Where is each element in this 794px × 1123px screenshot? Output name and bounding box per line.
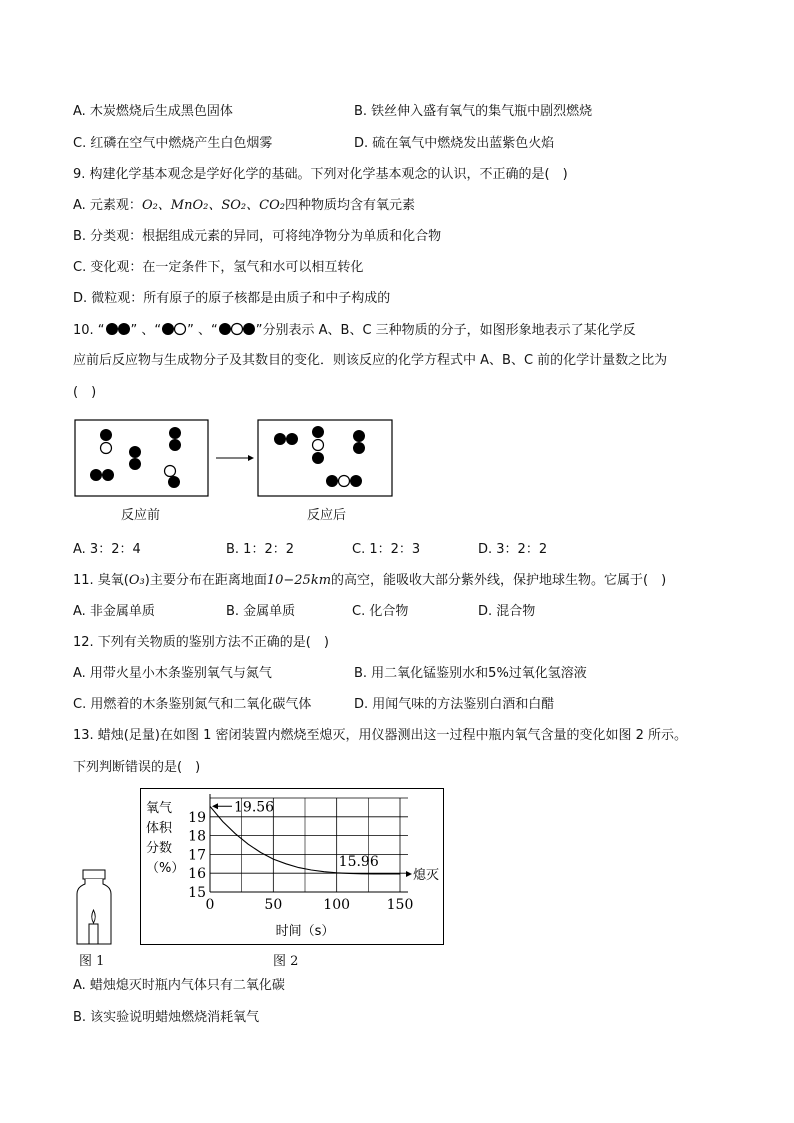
extinguish-label: 熄灭 xyxy=(413,867,440,883)
before-label: 反应前 xyxy=(121,508,161,523)
q13-option-a: A. 蜡烛熄灭时瓶内气体只有二氧化碳 xyxy=(73,978,285,993)
figure2-label: 图 2 xyxy=(273,954,299,969)
molecule-c-icon xyxy=(218,321,256,337)
q11-stem xyxy=(73,572,666,590)
q10-option-b: B. 1：2：2 xyxy=(226,542,294,557)
q9-option-a-prefix: A. 元素观： xyxy=(73,198,142,213)
q11-option-b: B. 金属单质 xyxy=(226,604,296,619)
q10-stem xyxy=(73,321,636,340)
y-axis-label-line: 氧气 xyxy=(146,801,173,816)
q12-option-c: C. 用燃着的木条鉴别氮气和二氧化碳气体 xyxy=(73,697,312,712)
x-tick-label: 0 xyxy=(205,897,215,913)
q13-stem-line1: 13. 蜡烛(足量)在如图 1 密闭装置内燃烧至熄灭，用仪器测出这一过程中瓶内氧气含量的变化如图 2 所示。 xyxy=(73,728,688,743)
figure1-jar-candle xyxy=(74,868,114,948)
molecule-b-icon xyxy=(161,321,187,337)
q9-option-a-suffix: 四种物质均含有氧元素 xyxy=(284,198,415,213)
q11-range: 10−25km xyxy=(266,573,332,588)
y-axis-label-line: （%） xyxy=(146,861,185,876)
y-tick-label: 19 xyxy=(188,809,206,826)
q11-option-d: D. 混合物 xyxy=(478,604,536,619)
q11-stem-b: )主要分布在距离地面 xyxy=(144,573,267,588)
q10-stem-line2: 应前后反应物与生成物分子及其数目的变化．则该反应的化学方程式中 A、B、C 前的化学计量数之比为 xyxy=(73,353,668,368)
q9-option-a xyxy=(73,197,415,215)
q10-stem-line3: ( ) xyxy=(73,385,97,400)
y-axis-label-line: 体积 xyxy=(146,821,173,836)
q12-stem: 12. 下列有关物质的鉴别方法不正确的是( ) xyxy=(73,635,329,650)
y-tick-label: 17 xyxy=(188,847,206,864)
q9-option-d: D. 微粒观：所有原子的原子核都是由质子和中子构成的 xyxy=(73,291,391,306)
before-box xyxy=(75,420,208,496)
q12-option-a: A. 用带火星小木条鉴别氧气与氮气 xyxy=(73,666,272,681)
q10-lead: 10. “ xyxy=(73,323,105,338)
x-tick-label: 50 xyxy=(264,897,283,913)
y-tick-label: 18 xyxy=(188,828,206,845)
flame-icon xyxy=(92,910,96,923)
y-tick-label: 15 xyxy=(188,885,206,901)
q10-option-c: C. 1：2：3 xyxy=(352,542,421,557)
figure1-label: 图 1 xyxy=(79,954,105,969)
q8-option-d: D. 硫在氧气中燃烧发出蓝紫色火焰 xyxy=(354,136,555,151)
x-tick-label: 150 xyxy=(386,897,414,913)
q12-option-d: D. 用闻气味的方法鉴别白酒和白醋 xyxy=(354,697,555,712)
q10-option-a: A. 3：2：4 xyxy=(73,542,141,557)
q10-quote-1: ” 、“ xyxy=(130,323,162,338)
x-axis-label: 时间（s） xyxy=(275,924,335,939)
q9-stem: 9. 构建化学基本观念是学好化学的基础。下列对化学基本观念的认识，不正确的是( ) xyxy=(73,167,568,182)
q8-option-b: B. 铁丝伸入盛有氧气的集气瓶中剧烈燃烧 xyxy=(354,104,593,119)
q9-option-b: B. 分类观：根据组成元素的异同，可将纯净物分为单质和化合物 xyxy=(73,229,442,244)
molecule-a-icon xyxy=(105,321,131,337)
q8-option-c: C. 红磷在空气中燃烧产生白色烟雾 xyxy=(73,136,273,151)
q9-option-c: C. 变化观：在一定条件下，氢气和水可以相互转化 xyxy=(73,260,364,275)
y-axis-label-line: 分数 xyxy=(146,841,173,856)
q10-quote-2: ” 、“ xyxy=(187,323,218,338)
q9-formula: O₂、MnO₂、SO₂、CO₂ xyxy=(141,198,285,213)
q11-option-c: C. 化合物 xyxy=(352,604,409,619)
q10-option-d: D. 3：2：2 xyxy=(478,542,548,557)
end-value-label: 15.96 xyxy=(338,853,379,870)
q11-option-a: A. 非金属单质 xyxy=(73,604,155,619)
after-box xyxy=(258,420,392,496)
after-label: 反应后 xyxy=(307,508,347,523)
q12-option-b: B. 用二氧化锰鉴别水和5%过氧化氢溶液 xyxy=(354,666,587,681)
candle-icon xyxy=(89,924,98,944)
y-tick-label: 16 xyxy=(188,866,206,883)
q11-formula: O₃ xyxy=(128,573,145,588)
oxygen-chart xyxy=(140,788,444,945)
start-value-label: 19.56 xyxy=(234,799,275,816)
x-tick-label: 100 xyxy=(323,897,351,913)
q11-stem-c: 的高空，能吸收大部分紫外线，保护地球生物。它属于( ) xyxy=(331,573,667,588)
q10-reaction-diagram xyxy=(70,415,400,505)
q11-stem-a: 11. 臭氧( xyxy=(73,573,129,588)
q8-option-a: A. 木炭燃烧后生成黑色固体 xyxy=(73,104,233,119)
q13-stem-line2: 下列判断错误的是( ) xyxy=(73,760,201,775)
q13-option-b: B. 该实验说明蜡烛燃烧消耗氧气 xyxy=(73,1010,260,1025)
q10-stem-rest: ”分别表示 A、B、C 三种物质的分子，如图形象地表示了某化学反 xyxy=(255,323,636,338)
